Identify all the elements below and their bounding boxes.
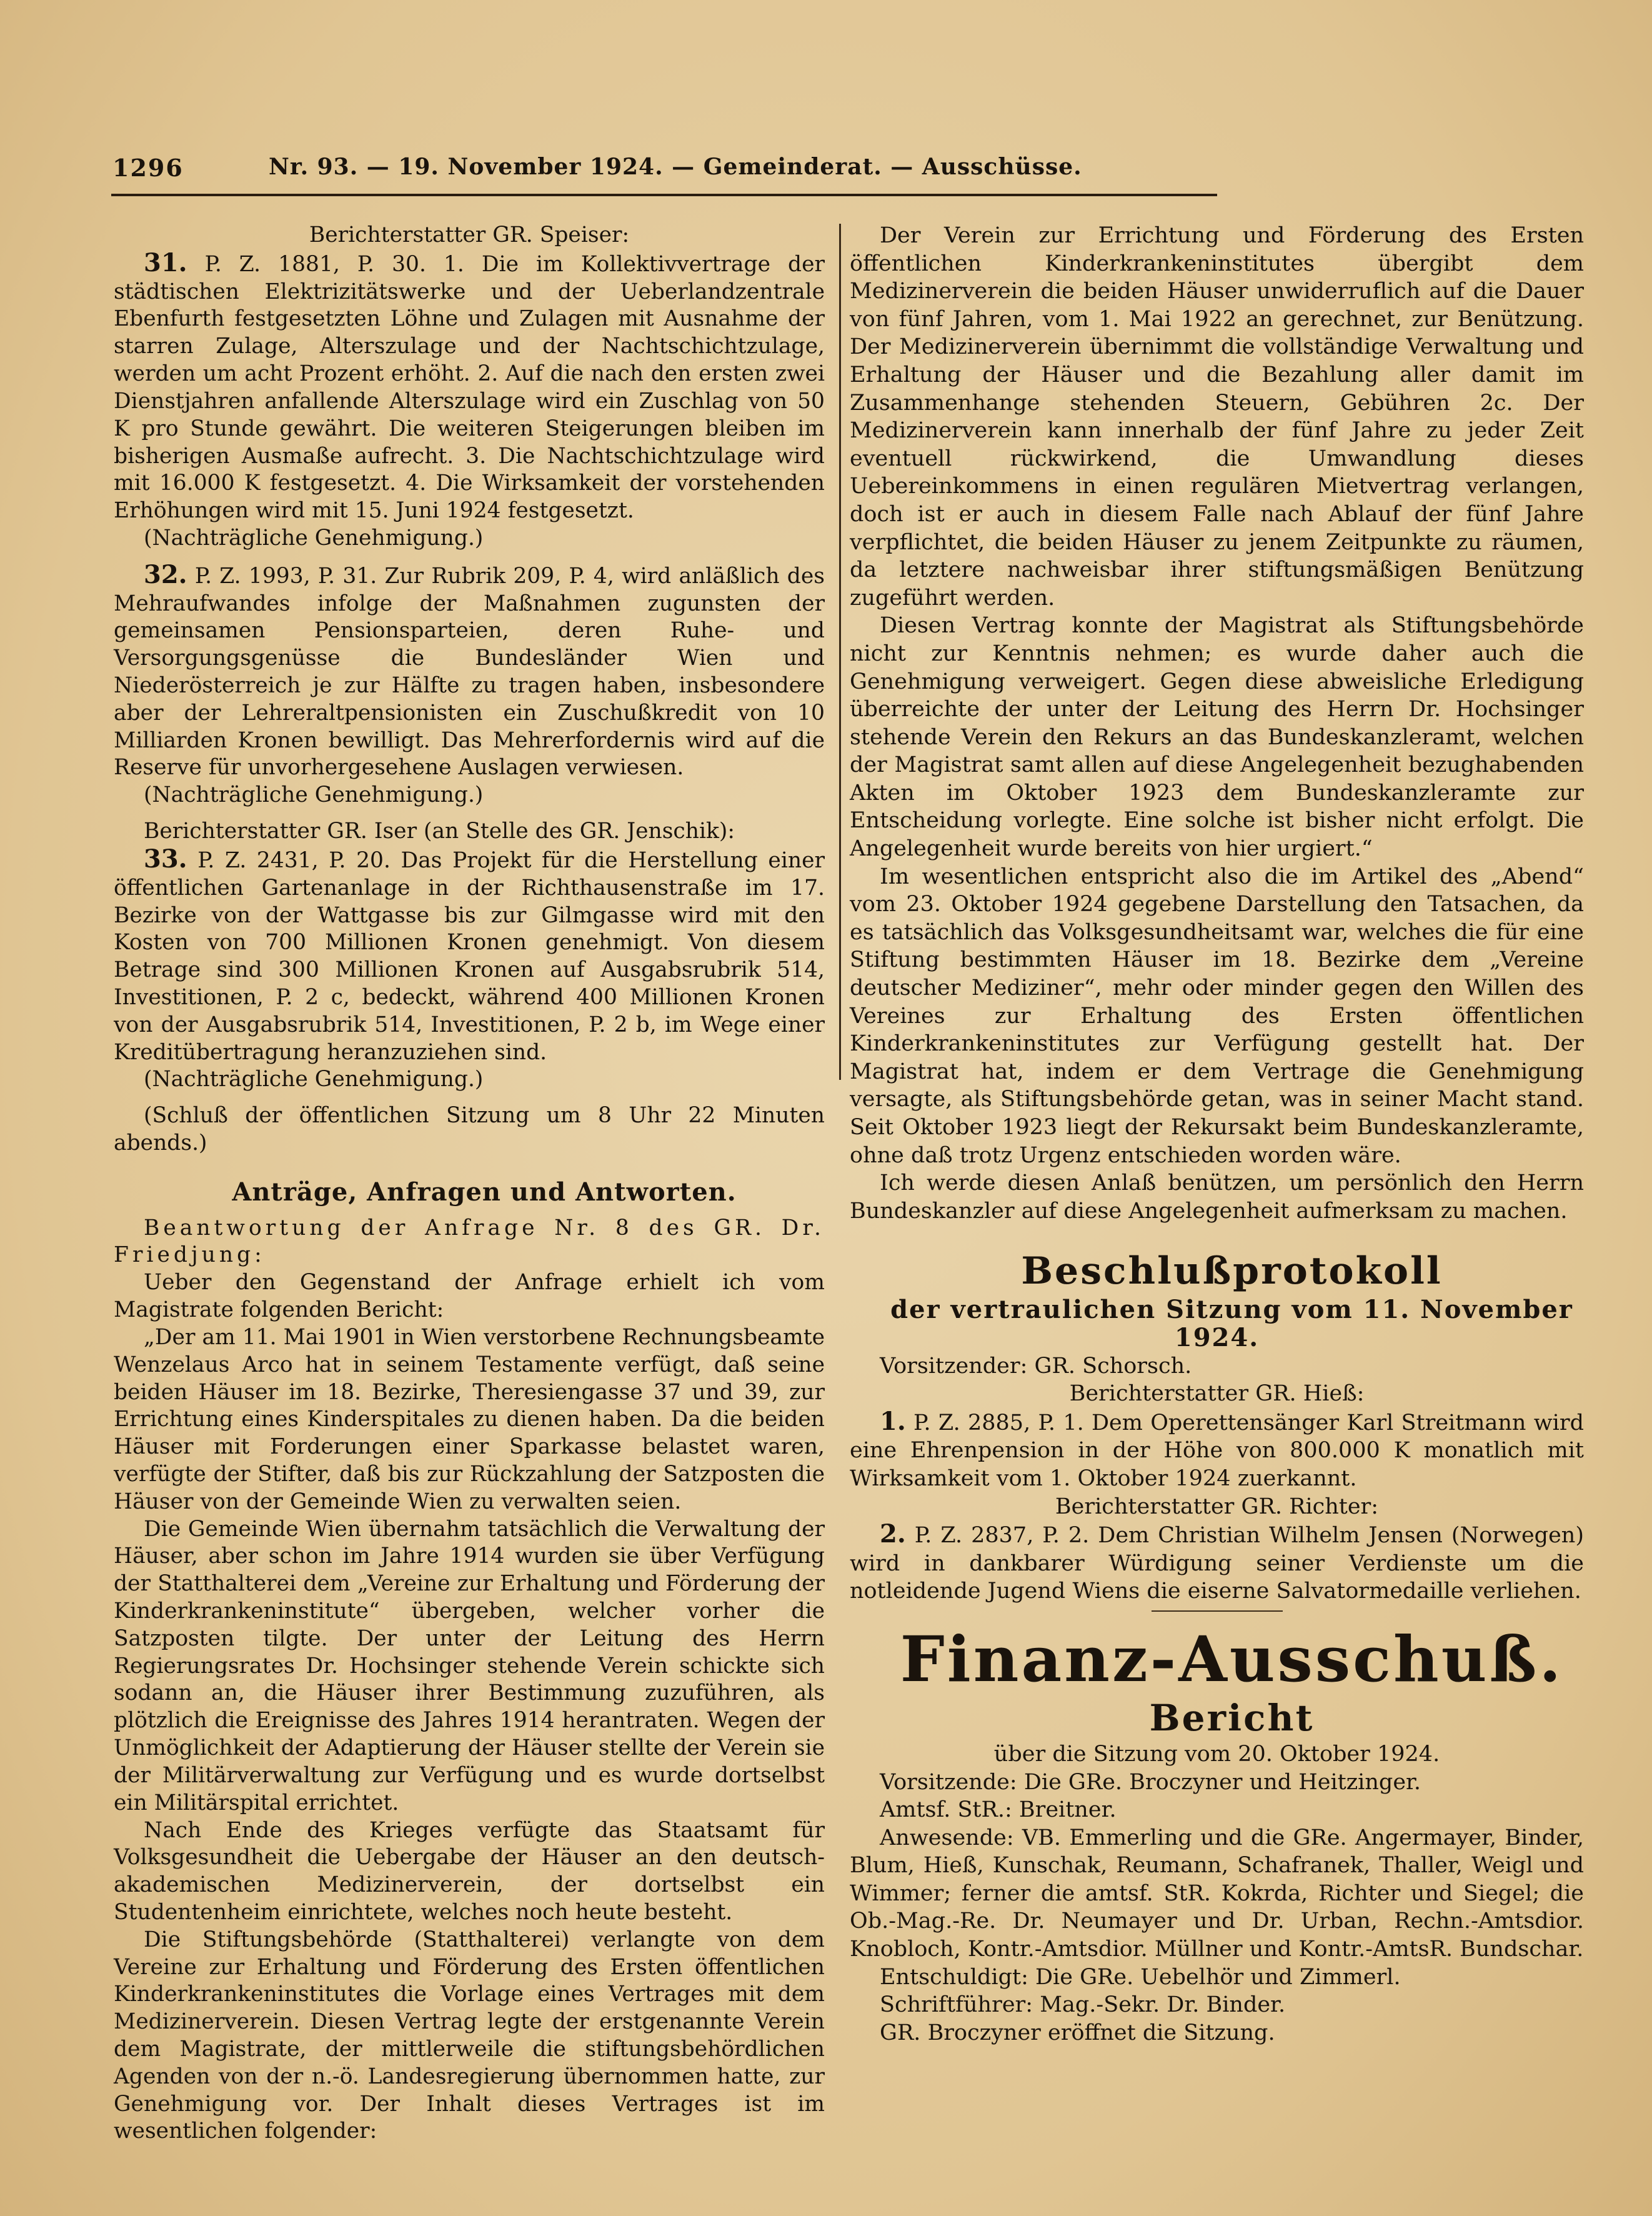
column-divider	[839, 224, 841, 1080]
protocol-subtitle: der vertraulichen Sitzung vom 11. November 1924.	[890, 1295, 1573, 1352]
session-closing: (Schluß der öffentlichen Sitzung um 8 Uhr 22 Minuten abends.)	[114, 1103, 825, 1155]
secretary-line: Schriftführer: Mag.-Sekr. Dr. Binder.	[880, 1992, 1286, 2018]
page-header	[112, 154, 1212, 191]
item-33-number: 33.	[144, 844, 187, 874]
approval-33: (Nachträgliche Genehmigung.)	[144, 1067, 484, 1092]
quote-paragraph-2: Die Gemeinde Wien übernahm tatsächlich die Verwaltung der Häuser, aber schon im Jahre 1914 wurden sie über Verfügung der Statthalterei dem „Vereine zur Erhaltung und Förderung der Kinderkrankeninstitute“ übergeben, welcher vorher die Satzposten tilgte. Der unter der Leitung des Herrn Regierungsrates Dr. Hochsinger stehende Verein schickte sich sodann an, die Häuser ihrer Bestimmung zuzuführen, als plötzlich die Ereignisse des Jahres 1914 herantraten. Wegen der Unmöglichkeit der Adaptierung der Häuser stellte der Verein sie der Militärverwaltung zur Verfügung und es wurde dortselbst ein Militärspital errichtet.	[114, 1516, 825, 1815]
item-32-number: 32.	[144, 559, 187, 589]
item-33-text: P. Z. 2431, P. 20. Das Projekt für die Herstellung einer öffentlichen Gartenanlage in der Richthausenstraße im 17. Bezirke von der Wattgasse bis zur Gilmgasse wird mit den Kosten von 700 Millionen Kronen genehmigt. Von diesem Betrage sind 300 Millionen Kronen auf Ausgabsrubrik 514, Investitionen, P. 2 c, bedeckt, während 400 Millionen Kronen von der Ausgabsrubrik 514, Investitionen, P. 2 b, im Wege einer Kreditübertragung heranzuziehen sind.	[114, 847, 825, 1065]
running-head: Nr. 93. — 19. November 1924. — Gemeinderat. — Ausschüsse.	[269, 154, 1082, 180]
reporter-iser: Berichterstatter GR. Iser (an Stelle des GR. Jenschik):	[144, 819, 735, 844]
finanz-ausschuss-title: Finanz-Ausschuß.	[900, 1622, 1564, 1696]
excused-line: Entschuldigt: Die GRe. Uebelhör und Zimmerl.	[880, 1964, 1401, 1990]
protocol-item-2	[850, 1520, 1584, 1605]
approval-31: (Nachträgliche Genehmigung.)	[144, 525, 484, 551]
quote-paragraph-4: Die Stiftungsbehörde (Statthalterei) verlangte von dem Vereine zur Erhaltung und Förderung des Ersten öffentlichen Kinderkrankeninstitutes die Vorlage eines Vertrages mit dem Medizinerverein. Diesen Vertrag legte der erstgenannte Verein dem Magistrate, der mittlerweile die stiftungsbehördlichen Agenden von der n.-ö. Landesregierung übernommen hatte, zur Genehmigung vor. Der Inhalt dieses Vertrages ist im wesentlichen folgender:	[114, 1927, 825, 2144]
header-rule	[111, 194, 1217, 196]
section-divider	[1152, 1610, 1283, 1612]
page-number: 1296	[112, 154, 184, 182]
reporter-speiser: Berichterstatter GR. Speiser:	[309, 222, 630, 247]
contract-paragraph: Der Verein zur Errichtung und Förderung des Ersten öffentlichen Kinderkrankeninstitutes übergibt dem Medizinerverein die beiden Häuser unwiderruflich auf die Dauer von fünf Jahren, vom 1. Mai 1922 an gerechnet, zur Benützung. Der Medizinerverein übernimmt die vollständige Verwaltung und Erhaltung der Häuser und die Bezahlung aller damit im Zusammenhange stehenden Steuern, Gebühren 2c. Der Medizinerverein kann innerhalb der fünf Jahre zu jeder Zeit eventuell rückwirkend, die Umwandlung dieses Uebereinkommens in einen regulären Mietvertrag verlangen, doch ist er auch in diesem Falle nach Ablauf der fünf Jahre verpflichtet, die beiden Häuser zu jenem Zeitpunkte zu räumen, da letztere nachweisbar ihrer stiftungsmäßigen Benützung zugeführt werden.	[850, 223, 1584, 611]
item-31-text: P. Z. 1881, P. 30. 1. Die im Kollektivvertrage der städtischen Elektrizitätswerke und der Ueberlandzentrale Ebenfurth festgesetzten Löhne und Zulagen mit Ausnahme der starren Zulage, Alterszulage und der Nachtschichtzulage, werden um acht Prozent erhöht. 2. Auf die nach den ersten zwei Dienstjahren anfallende Alterszulage wird ein Zuschlag von 50 K pro Stunde gewährt. Die weiteren Steigerungen bleiben im bisherigen Ausmaße aufrecht. 3. Die Nachtschichtzulage wird mit 16.000 K festgesetzt. 4. Die Wirksamkeit der vorstehenden Erhöhungen wird mit 15. Juni 1924 festgesetzt.	[114, 251, 825, 524]
item-31	[114, 249, 825, 525]
protocol-item-1-text: P. Z. 2885, P. 1. Dem Operettensänger Karl Streitmann wird eine Ehrenpension in der Höhe von 800.000 K monatlich mit Wirksamkeit vom 1. Oktober 1924 zuerkannt.	[850, 1410, 1584, 1491]
attendees-paragraph: Anwesende: VB. Emmerling und die GRe. Angermayer, Binder, Blum, Hieß, Kunschak, Reumann, Schafranek, Thaller, Weigl und Wimmer; ferner die amtsf. StR. Kokrda, Richter und Siegel; die Ob.-Mag.-Re. Dr. Neumayer und Dr. Urban, Rechn.-Amtsdior. Knobloch, Kontr.-Amtsdior. Müllner und Kontr.-AmtsR. Bundschar.	[850, 1825, 1584, 1962]
session-date: über die Sitzung vom 20. Oktober 1924.	[993, 1741, 1440, 1767]
section-heading-antraege: Anträge, Anfragen und Antworten.	[232, 1177, 737, 1207]
amtsf-line: Amtsf. StR.: Breitner.	[880, 1797, 1117, 1823]
bericht-title: Bericht	[1149, 1696, 1315, 1739]
quote-paragraph-3: Nach Ende des Krieges verfügte das Staatsamt für Volksgesundheit die Uebergabe der Häuser an den deutsch-akademischen Medizinerverein, der dortselbst ein Studentenheim einrichtete, welches noch heute besteht.	[114, 1817, 825, 1925]
reporter-richter: Berichterstatter GR. Richter:	[1055, 1494, 1379, 1519]
quote-paragraph-1: „Der am 11. Mai 1901 in Wien verstorbene Rechnungsbeamte Wenzelaus Arco hat in seinem Testamente verfügt, daß seine beiden Häuser im 18. Bezirke, Theresiengasse 37 und 39, zur Errichtung eines Kinderspitales zu dienen haben. Da die beiden Häuser mit Forderungen einer Sparkasse belastet waren, verfügte der Stifter, daß bis zur Rückzahlung der Satzposten die Häuser von der Gemeinde Wien zu verwalten seien.	[114, 1324, 825, 1514]
answer-intro: Beantwortung der Anfrage Nr. 8 des GR. Dr. Friedjung:	[114, 1215, 825, 1268]
item-33	[114, 846, 825, 1067]
closing-paragraph: Ich werde diesen Anlaß benützen, um persönlich den Herrn Bundeskanzler auf diese Angelegenheit aufmerksam zu machen.	[850, 1170, 1584, 1224]
item-32	[114, 561, 825, 782]
item-32-text: P. Z. 1993, P. 31. Zur Rubrik 209, P. 4, wird anläßlich des Mehraufwandes infolge der Maßnahmen zugunsten der gemeinsamen Pensionsparteien, deren Ruhe- und Versorgungsgenüsse die Bundesländer Wien und Niederösterreich je zur Hälfte zu tragen haben, insbesondere aber der Lehreraltpensionisten ein Zuschußkredit von 10 Milliarden Kronen bewilligt. Das Mehrerfordernis wird auf die Reserve für unvorhergesehene Auslagen verwiesen.	[114, 563, 825, 781]
summary-paragraph: Im wesentlichen entspricht also die im Artikel des „Abend“ vom 23. Oktober 1924 gegebene Darstellung den Tatsachen, da es tatsächlich das Volksgesundheitsamt war, welches die für eine Stiftung bestimmten Häuser im 18. Bezirke dem „Vereine deutscher Mediziner“, mehr oder minder gegen den Willen des Vereines zur Erhaltung des Ersten öffentlichen Kinderkrankeninstitutes zur Verfügung gestellt hat. Der Magistrat hat, indem er dem Vertrage die Genehmigung versagte, als Stiftungsbehörde getan, was in seiner Macht stand. Seit Oktober 1923 liegt der Rekursakt beim Bundeskanzleramte, ohne daß trotz Urgenz entschieden worden wäre.	[850, 864, 1584, 1168]
reporter-hiess: Berichterstatter GR. Hieß:	[1069, 1381, 1365, 1407]
opening-line: GR. Broczyner eröffnet die Sitzung.	[880, 2020, 1275, 2045]
protocol-title: Beschlußprotokoll	[1021, 1249, 1443, 1294]
left-column	[114, 222, 825, 2145]
protocol-item-2-text: P. Z. 2837, P. 2. Dem Christian Wilhelm Jensen (Norwegen) wird in dankbarer Würdigung seiner Verdienste um die notleidende Jugend Wiens die eiserne Salvatormedaille verliehen.	[850, 1523, 1584, 1604]
magistrate-paragraph: Diesen Vertrag konnte der Magistrat als Stiftungsbehörde nicht zur Kenntnis nehmen; es wurde daher auch die Genehmigung verweigert. Gegen diese abweisliche Erledigung überreichte der unter der Leitung des Herrn Dr. Hochsinger stehende Verein den Rekurs an das Bundeskanzleramt, welchen der Magistrat samt allen auf diese Angelegenheit bezughabenden Akten im Oktober 1923 dem Bundeskanzleramte zur Entscheidung vorlegte. Eine solche ist bisher nicht erfolgt. Die Angelegenheit wurde bereits von hier urgiert.“	[850, 613, 1584, 862]
protocol-item-1	[850, 1408, 1584, 1493]
protocol-item-1-number: 1.	[880, 1406, 906, 1436]
protocol-item-2-number: 2.	[880, 1519, 906, 1549]
report-intro: Ueber den Gegenstand der Anfrage erhielt ich vom Magistrate folgenden Bericht:	[114, 1270, 825, 1323]
chairs-line: Vorsitzende: Die GRe. Broczyner und Heitzinger.	[880, 1769, 1421, 1795]
approval-32: (Nachträgliche Genehmigung.)	[144, 782, 484, 808]
item-31-number: 31.	[144, 247, 187, 277]
right-column	[850, 222, 1584, 2047]
protocol-chair: Vorsitzender: GR. Schorsch.	[880, 1353, 1192, 1379]
